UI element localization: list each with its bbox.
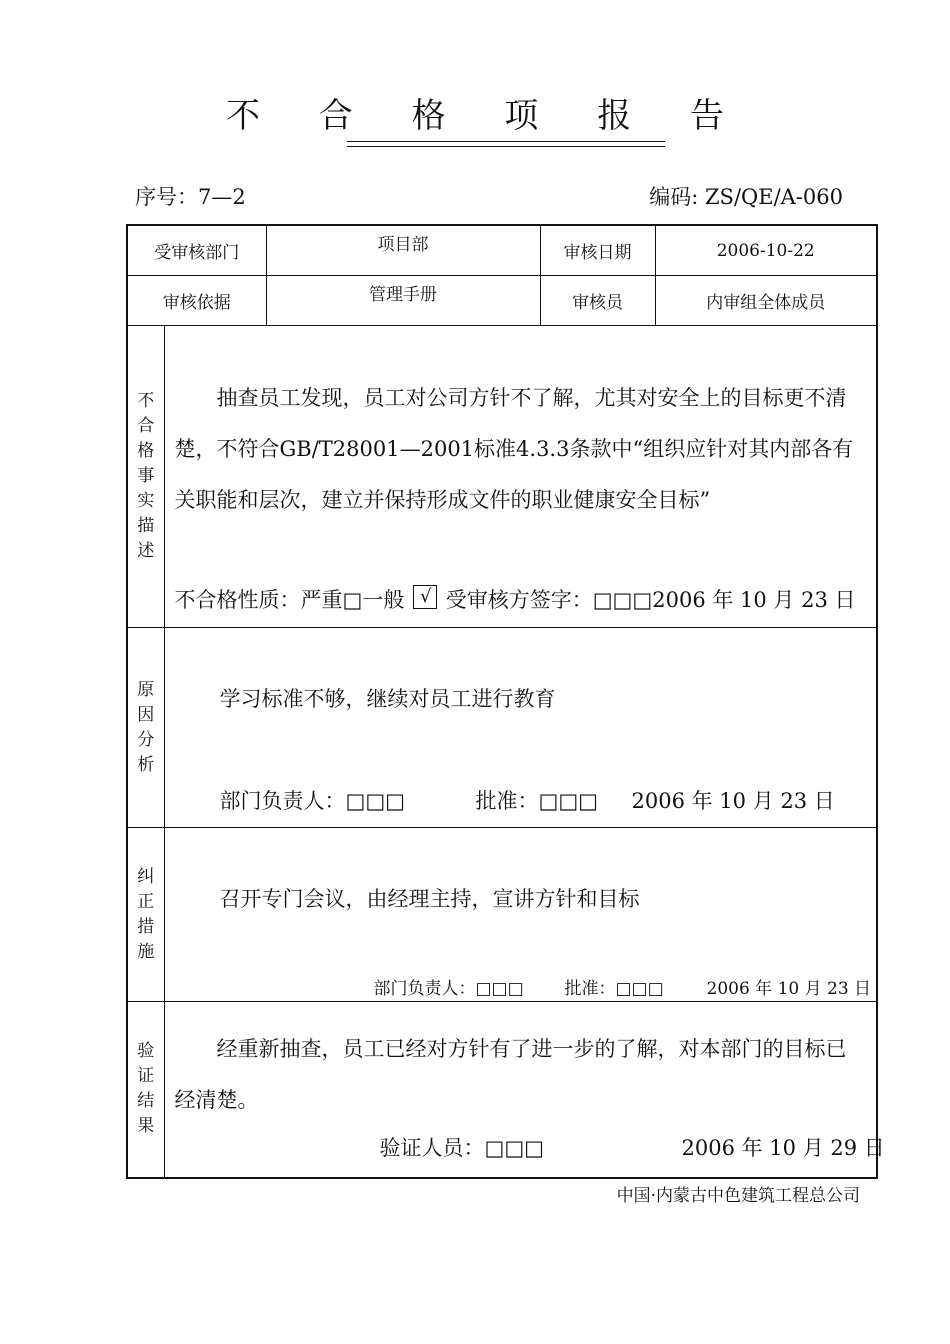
label-char: 原 <box>137 679 155 700</box>
section-verification <box>127 1002 877 1178</box>
cause-date: 2006 年 10 月 23 日 <box>631 789 835 813</box>
label-char: 因 <box>137 704 155 725</box>
label-char: 实 <box>137 491 155 511</box>
label-char: 描 <box>137 516 155 536</box>
correction-label <box>127 828 164 1002</box>
correction-text: 召开专门会议，由经理主持，宣讲方针和目标 <box>219 887 640 911</box>
correction-date: 2006 年 10 月 23 日 <box>706 979 872 999</box>
label-char: 合 <box>137 416 155 436</box>
cause-responsible: 部门负责人：□□□ <box>219 789 406 813</box>
label-char: 分 <box>137 729 155 750</box>
auditor-label: 审核员 <box>540 276 655 326</box>
label-char: 措 <box>137 916 155 937</box>
nonconformity-text: 抽查员工发现，员工对公司方针不了解，尤其对安全上的目标更不清楚，不符合GB/T28001—2001标准4.3.3条款中“组织应针对其内部各有关职能和层次，建立并保持形成文件的职业健康安全目标” <box>174 386 854 512</box>
nature-suffix: 受审核方签字：□□□2006 年 10 月 23 日 <box>445 588 856 612</box>
nature-prefix: 不合格性质：严重□一般 <box>174 588 405 612</box>
verifier: 验证人员：□□□ <box>379 1136 545 1160</box>
label-char: 结 <box>137 1091 155 1112</box>
document-code: 编码: ZS/QE/A-060 <box>649 185 843 209</box>
checked-box-icon <box>413 585 437 609</box>
cause-text: 学习标准不够，继续对员工进行教育 <box>219 687 556 711</box>
section-cause <box>127 628 877 828</box>
label-char: 施 <box>137 941 155 962</box>
correction-content <box>164 828 877 1002</box>
header-row-basis <box>127 276 877 326</box>
label-char: 验 <box>137 1041 155 1062</box>
verification-content <box>164 1002 885 1178</box>
label-char: 正 <box>137 891 155 912</box>
label-char: 果 <box>137 1116 155 1137</box>
dept-value: 项目部 <box>266 225 540 276</box>
cause-approval: 批准：□□□ <box>475 789 599 813</box>
verification-text: 经重新抽查，员工已经对方针有了进一步的了解，对本部门的目标已经清楚。 <box>174 1037 847 1112</box>
nonconformity-label <box>127 326 164 628</box>
correction-responsible: 部门负责人：□□□ <box>373 979 524 999</box>
page-title: 不 合 格 项 报 告 <box>225 96 749 136</box>
date-value: 2006-10-22 <box>655 225 877 276</box>
nonconformity-nature <box>175 584 856 614</box>
cause-label <box>127 628 164 828</box>
correction-approval: 批准：□□□ <box>564 979 664 999</box>
label-char: 不 <box>137 391 155 411</box>
label-char: 格 <box>137 441 155 461</box>
section-correction <box>127 828 877 1002</box>
cause-content <box>164 628 877 828</box>
title-underline-second <box>347 146 665 147</box>
auditor-value: 内审组全体成员 <box>655 276 877 326</box>
verification-label <box>127 1002 164 1178</box>
label-char: 事 <box>137 466 155 486</box>
label-char: 述 <box>137 541 155 561</box>
serial-number: 序号：7—2 <box>135 185 246 209</box>
label-char: 纠 <box>137 866 155 887</box>
dept-label: 受审核部门 <box>127 225 266 276</box>
basis-value: 管理手册 <box>266 276 540 326</box>
company-name: 中国·内蒙古中色建筑工程总公司 <box>616 1186 860 1206</box>
basis-label: 审核依据 <box>127 276 266 326</box>
section-nonconformity <box>127 326 877 628</box>
label-char: 析 <box>137 754 155 775</box>
title-underline <box>347 141 665 142</box>
header-row-dept <box>127 225 877 276</box>
label-char: 证 <box>137 1066 155 1087</box>
date-label: 审核日期 <box>540 225 655 276</box>
nonconformity-report-table <box>126 224 885 1179</box>
verification-date: 2006 年 10 月 29 日 <box>681 1136 885 1160</box>
nonconformity-content <box>164 326 877 628</box>
